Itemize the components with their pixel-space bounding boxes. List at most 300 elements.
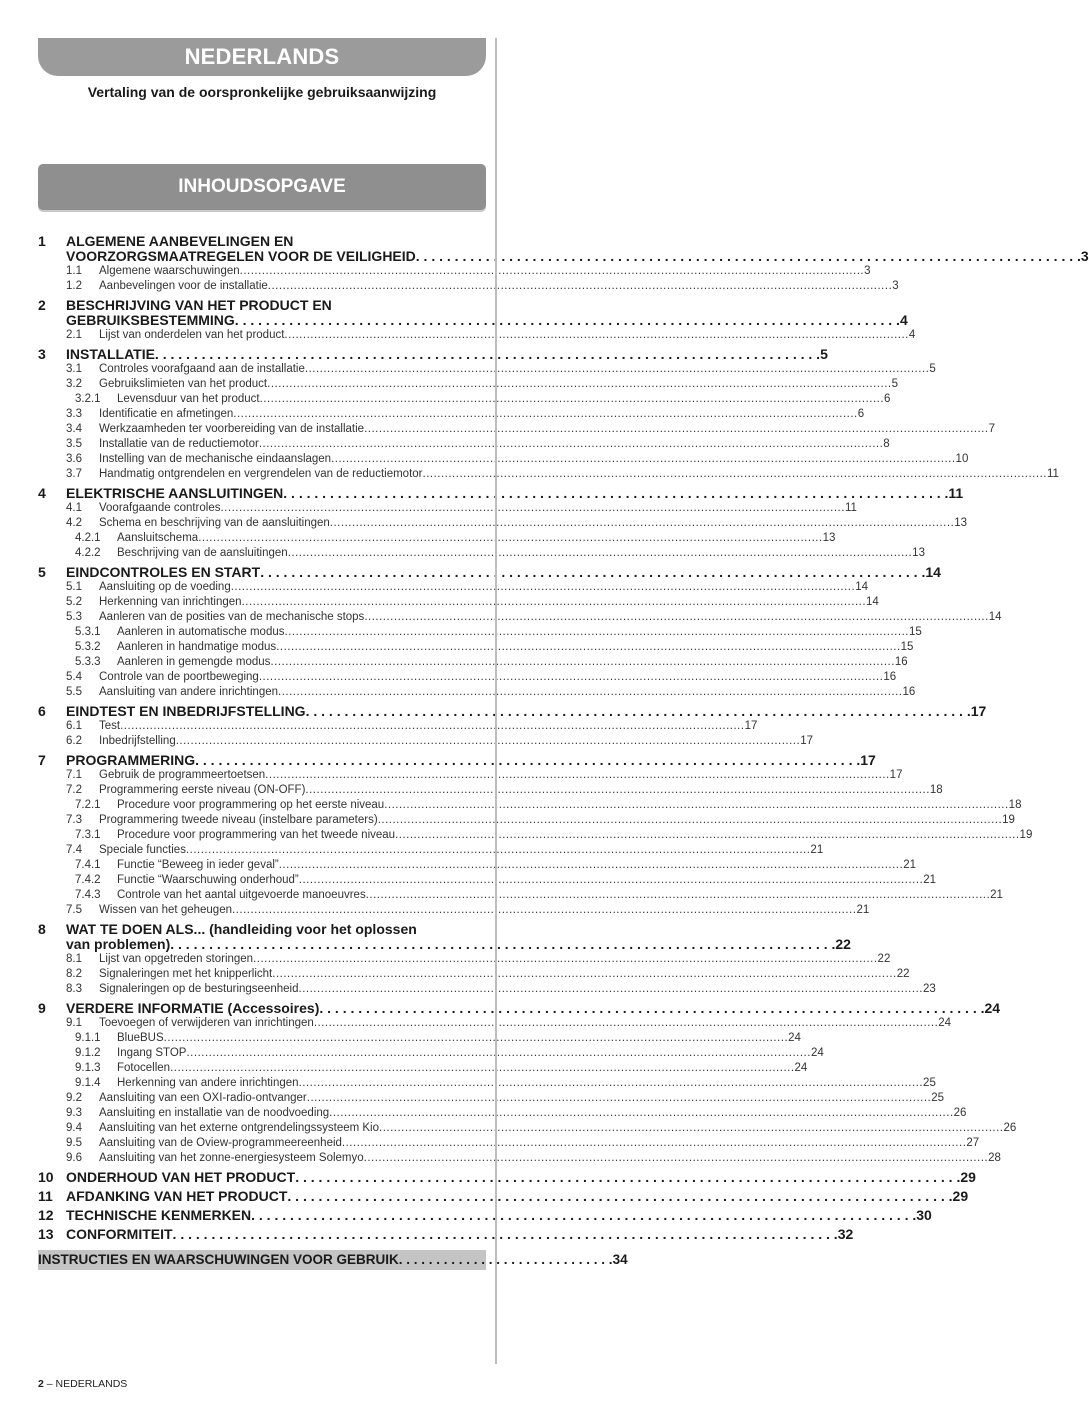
section-number: 4 [38, 485, 46, 501]
leader-dots [319, 1001, 984, 1016]
subsection-page-number: 21 [810, 844, 824, 856]
subsection-title: Ingang STOP [117, 1047, 187, 1059]
subsection-title: Fotocellen [117, 1062, 171, 1074]
subsection-entry [99, 843, 823, 858]
leader-dots [299, 1076, 923, 1091]
subsection-title: Aansluiting en installatie van de noodvoeding [99, 1107, 330, 1119]
subsection-page-number: 24 [938, 1017, 952, 1029]
toc-subsection[interactable] [38, 501, 857, 516]
subsection-number: 5.3.2 [75, 641, 101, 653]
subsection-title: Handmatig ontgrendelen en vergrendelen van de reductiemotor [99, 468, 423, 480]
subsection-page-number: 5 [891, 378, 898, 390]
subsection-page-number: 6 [857, 408, 865, 420]
toc-section [38, 346, 1059, 482]
section-title-text: INSTALLATIE [66, 346, 155, 362]
toc-subsection[interactable] [38, 843, 824, 858]
toc-subsection[interactable] [38, 1016, 952, 1031]
leader-dots [299, 982, 923, 997]
leader-dots [235, 313, 900, 328]
section-title [66, 1170, 976, 1185]
section-page-number: 17 [970, 703, 987, 719]
section-number: 10 [38, 1169, 54, 1185]
section-page-number: 29 [952, 1188, 969, 1204]
subsection-number: 9.6 [66, 1152, 82, 1164]
section-title-text: AFDANKING VAN HET PRODUCT [66, 1188, 288, 1204]
subsection-page-number: 16 [902, 686, 916, 698]
toc-subsection[interactable] [38, 1031, 801, 1046]
subsection-title: Beschrijving van de aansluitingen [117, 547, 288, 559]
section-title [66, 234, 1089, 264]
subsection-page-number: 21 [923, 874, 937, 886]
toc-subsection[interactable] [38, 858, 916, 873]
subsection-title: Controle van het aantal uitgevoerde manoeuvres [117, 889, 366, 901]
subsection-title: Inbedrijfstelling [99, 735, 176, 747]
toc-subsection[interactable] [38, 670, 897, 685]
section-title-line [66, 249, 1089, 264]
subsection-entry [117, 655, 908, 670]
toc-section-heading[interactable] [38, 1000, 1001, 1016]
toc-section [38, 297, 916, 343]
toc-section [38, 1188, 969, 1204]
subsection-page-number: 16 [894, 656, 908, 668]
section-title [66, 1001, 1000, 1016]
subsection-page-number: 25 [923, 1077, 936, 1089]
toc-subsection[interactable] [38, 625, 922, 640]
leader-dots [164, 1031, 788, 1046]
subsection-page-number: 17 [889, 769, 903, 781]
subsection-title: Gebruikslimieten van het product [99, 378, 268, 390]
subsection-page-number: 21 [990, 889, 1003, 901]
subsection-entry [99, 685, 915, 700]
subsection-page-number: 21 [856, 904, 870, 916]
toc-subsection[interactable] [38, 967, 910, 982]
section-title [66, 565, 941, 580]
toc-section [38, 1226, 854, 1242]
toc-subsection[interactable] [38, 407, 865, 422]
section-page-number: 30 [916, 1207, 932, 1223]
subsection-number: 5.2 [66, 596, 82, 608]
subsection-number: 9.5 [66, 1137, 82, 1149]
toc-subsection[interactable] [38, 640, 914, 655]
leader-dots [305, 783, 929, 798]
toc-subsection[interactable] [38, 392, 891, 407]
leader-dots [285, 625, 909, 640]
subsection-page-number: 13 [822, 532, 836, 544]
subsection-number: 5.3.1 [75, 626, 101, 638]
leader-dots [306, 704, 971, 719]
subsection-page-number: 28 [988, 1152, 1001, 1164]
subsection-number: 3.3 [66, 408, 82, 420]
subsection-title: Aanleren in gemengde modus [117, 656, 271, 668]
leader-dots [270, 655, 894, 670]
toc-subsection[interactable] [38, 655, 908, 670]
leader-dots [299, 873, 923, 888]
subsection-number: 4.2 [66, 517, 82, 529]
subsection-page-number: 14 [988, 611, 1002, 623]
toc-section-heading[interactable] [38, 485, 964, 501]
leader-dots [342, 1136, 966, 1151]
footer-label: NEDERLANDS [55, 1378, 128, 1390]
leader-dots [364, 1151, 988, 1166]
leader-dots [260, 565, 925, 580]
section-title-line [66, 937, 851, 952]
toc-subsection[interactable] [38, 1136, 980, 1151]
leader-dots [305, 362, 929, 377]
toc-subsection[interactable] [38, 828, 1033, 843]
subsection-page-number: 5 [929, 363, 936, 375]
toc-subsection[interactable] [38, 279, 899, 294]
footer-separator: – [43, 1378, 56, 1390]
toc-section [38, 233, 1089, 294]
subsection-number: 9.1 [66, 1017, 82, 1029]
subsection-entry [117, 1031, 801, 1046]
toc-section-heading[interactable] [38, 752, 876, 768]
section-title [66, 922, 851, 952]
subsection-title: Aansluiting van het zonne-energiesysteem Solemyo [99, 1152, 364, 1164]
instructions-page-number: 34 [612, 1252, 628, 1267]
leader-dots [378, 813, 1002, 828]
toc-subsection[interactable] [38, 783, 943, 798]
toc-section [38, 1000, 1017, 1166]
subsection-number: 8.1 [66, 953, 82, 965]
toc-subsection[interactable] [38, 798, 1022, 813]
leader-dots [331, 452, 955, 467]
section-title [66, 1189, 968, 1204]
section-number: 2 [38, 297, 46, 313]
page-number: 2 [38, 1378, 44, 1390]
subsection-number: 7.3 [66, 814, 82, 826]
subsection-page-number: 15 [908, 626, 922, 638]
subsection-number: 9.4 [66, 1122, 82, 1134]
subsection-number: 7.2 [66, 784, 82, 796]
subsection-entry [99, 768, 902, 783]
leader-dots [423, 467, 1047, 482]
subsection-entry [99, 467, 1059, 482]
subsection-page-number: 26 [1003, 1122, 1017, 1134]
toc-section-heading[interactable] [38, 921, 851, 952]
section-title-text: PROGRAMMERING [66, 752, 196, 768]
subsection-number: 7.4.2 [75, 874, 101, 886]
section-title-text: EINDTEST EN INBEDRIJFSTELLING [66, 703, 306, 719]
subsection-entry [117, 828, 1032, 843]
toc-subsection[interactable] [38, 1061, 808, 1076]
language-header [38, 38, 486, 76]
section-page-number: 4 [899, 312, 908, 328]
section-title-line [66, 1208, 932, 1223]
toc-subsection[interactable] [38, 437, 890, 452]
toc-section-heading[interactable] [38, 346, 828, 362]
subsection-number: 2.1 [66, 329, 82, 341]
subsection-page-number: 13 [954, 517, 968, 529]
subsection-number: 7.4.1 [75, 859, 101, 871]
subsection-number: 8.3 [66, 983, 82, 995]
subsection-page-number: 3 [864, 265, 871, 277]
toc-subsection[interactable] [38, 264, 871, 279]
toc-subsection[interactable] [38, 873, 937, 888]
section-number: 6 [38, 703, 46, 719]
subsection-entry [99, 264, 871, 279]
subsection-number: 3.6 [66, 453, 82, 465]
toc-section-heading[interactable] [38, 1169, 976, 1185]
subsection-title: Functie “Waarschuwing onderhoud” [117, 874, 299, 886]
subsection-page-number: 23 [922, 983, 936, 995]
section-title-line [66, 1170, 976, 1185]
subsection-title: Voorafgaande controles [99, 502, 221, 514]
subsection-title: Lijst van onderdelen van het product [99, 329, 285, 341]
subsection-number: 5.3 [66, 611, 82, 623]
toc-subsection[interactable] [38, 580, 868, 595]
leader-dots [155, 347, 820, 362]
subsection-title: Programmering tweede niveau (instelbare parameters) [99, 814, 378, 826]
subsection-entry [99, 1121, 1016, 1136]
toc-subsection[interactable] [38, 452, 969, 467]
section-title [66, 704, 986, 719]
leader-dots [233, 407, 857, 422]
subsection-title: Toevoegen of verwijderen van inrichtingen [99, 1017, 314, 1029]
left-column [38, 38, 1089, 1267]
subsection-page-number: 25 [931, 1092, 945, 1104]
subsection-entry [99, 610, 1002, 625]
leader-dots [276, 640, 900, 655]
toc-section-heading[interactable] [38, 703, 987, 719]
subsection-number: 7.2.1 [75, 799, 101, 811]
section-title-line [66, 1001, 1000, 1016]
leader-dots [267, 377, 891, 392]
subsection-title: Wissen van het geheugen [99, 904, 232, 916]
section-title-line [66, 565, 941, 580]
subsection-entry [117, 392, 890, 407]
leader-dots [170, 937, 835, 952]
instructions-title: INSTRUCTIES EN WAARSCHUWINGEN VOOR GEBRUIK [38, 1252, 399, 1267]
toc-subsection[interactable] [38, 1091, 945, 1106]
leader-dots [329, 1106, 953, 1121]
toc-subsection[interactable] [38, 719, 758, 734]
toc-subsection[interactable] [38, 610, 1002, 625]
section-title-text: EINDCONTROLES EN START [66, 564, 261, 580]
subsection-entry [99, 1136, 979, 1151]
section-title-line [66, 347, 828, 362]
section-title-line [66, 298, 908, 313]
toc-subsection[interactable] [38, 328, 916, 343]
subsection-entry [117, 1076, 936, 1091]
subsection-entry [99, 813, 1015, 828]
subsection-title: Aanleren in handmatige modus [117, 641, 277, 653]
toc-subsection[interactable] [38, 1076, 936, 1091]
section-title-line [66, 313, 908, 328]
subsection-number: 7.3.1 [75, 829, 101, 841]
toc-section [38, 703, 987, 749]
subsection-entry [99, 362, 936, 377]
toc-section-heading[interactable] [38, 1188, 969, 1204]
section-title-text: TECHNISCHE KENMERKEN [66, 1207, 252, 1223]
toc-section-heading[interactable] [38, 564, 941, 580]
section-page-number: 17 [860, 752, 876, 768]
subsection-page-number: 6 [884, 393, 891, 405]
toc-subsection[interactable] [38, 768, 903, 783]
subsection-number: 4.2.1 [75, 532, 101, 544]
leader-dots [170, 1061, 794, 1076]
leader-dots [265, 768, 889, 783]
toc-subsection[interactable] [38, 1151, 1001, 1166]
subsection-number: 5.3.3 [75, 656, 101, 668]
subsection-title: Aansluiting van het externe ontgrendelingssysteem Kio [99, 1122, 380, 1134]
toc-subsection[interactable] [38, 903, 870, 918]
toc-subsection[interactable] [38, 685, 916, 700]
section-title-text: WAT TE DOEN ALS... (handleiding voor het oplossen [66, 921, 417, 937]
subsection-number: 9.3 [66, 1107, 82, 1119]
subsection-entry [117, 546, 925, 561]
subsection-title: Test [99, 720, 121, 732]
leader-dots [240, 264, 864, 279]
toc-subsection[interactable] [38, 467, 1059, 482]
leader-dots [364, 610, 988, 625]
toc-section [38, 485, 968, 561]
leader-dots [231, 580, 855, 595]
subsection-page-number: 17 [744, 720, 758, 732]
toc-subsection[interactable] [38, 422, 995, 437]
subsection-number: 3.2.1 [75, 393, 101, 405]
subsection-title: Algemene waarschuwingen [99, 265, 240, 277]
subsection-title: Schema en beschrijving van de aansluitingen [99, 517, 330, 529]
subsection-number: 6.1 [66, 720, 82, 732]
toc-subsection[interactable] [38, 516, 968, 531]
toc-subsection[interactable] [38, 1046, 824, 1061]
subsection-page-number: 21 [903, 859, 916, 871]
leader-dots [287, 1189, 952, 1204]
subsection-entry [117, 625, 922, 640]
instructions-entry[interactable] [38, 1250, 628, 1270]
toc-section [38, 1169, 976, 1185]
subsection-entry [99, 580, 868, 595]
subsection-page-number: 15 [900, 641, 914, 653]
subsection-title: Procedure voor programmering op het eerste niveau [117, 799, 385, 811]
toc-section-heading[interactable] [38, 1226, 854, 1242]
toc-subsection[interactable] [38, 1121, 1017, 1136]
subsection-title: Speciale functies [99, 844, 186, 856]
subsection-entry [99, 407, 864, 422]
leader-dots [268, 279, 892, 294]
subsection-entry [99, 595, 879, 610]
subsection-entry [99, 279, 899, 294]
table-of-contents [38, 233, 1089, 1270]
subsection-number: 9.1.3 [75, 1062, 101, 1074]
subsection-title: Aansluiting van de Oview-programmeereenheid [99, 1137, 342, 1149]
section-number: 8 [38, 921, 46, 937]
subsection-title: Aansluitschema [117, 532, 199, 544]
section-title-text: GEBRUIKSBESTEMMING [66, 312, 235, 328]
toc-subsection[interactable] [38, 362, 936, 377]
section-page-number: 11 [948, 485, 964, 501]
section-title-line [66, 486, 963, 501]
subsection-entry [117, 640, 913, 655]
leader-dots [173, 1227, 838, 1242]
subsection-entry [99, 982, 936, 997]
subsection-page-number: 18 [1008, 799, 1022, 811]
subsection-entry [117, 1046, 824, 1061]
subsection-number: 7.1 [66, 769, 82, 781]
section-title [66, 298, 908, 328]
toc-subsection[interactable] [38, 952, 891, 967]
subsection-number: 9.1.4 [75, 1077, 101, 1089]
subsection-entry [99, 719, 757, 734]
toc-section [38, 921, 936, 997]
section-number: 1 [38, 233, 46, 249]
subsection-title: Aanleren in automatische modus [117, 626, 285, 638]
subsection-number: 3.2 [66, 378, 82, 390]
toc-subsection[interactable] [38, 595, 879, 610]
section-title [66, 1227, 853, 1242]
section-title-text: VOORZORGSMAATREGELEN VOOR DE VEILIGHEID [66, 248, 416, 264]
subsection-entry [99, 783, 943, 798]
toc-subsection[interactable] [38, 531, 836, 546]
toc-subsection[interactable] [38, 734, 813, 749]
subsection-number: 1.1 [66, 265, 82, 277]
leader-dots [220, 501, 844, 516]
toc-subsection[interactable] [38, 1106, 967, 1121]
leader-dots [232, 903, 856, 918]
leader-dots [176, 734, 800, 749]
subsection-page-number: 24 [788, 1032, 801, 1044]
toc-subsection[interactable] [38, 888, 1003, 903]
leader-dots [379, 1121, 1003, 1136]
section-page-number: 32 [837, 1226, 854, 1242]
subsection-title: Instelling van de mechanische eindaanslagen [99, 453, 332, 465]
subsection-page-number: 19 [1019, 829, 1033, 841]
subsection-entry [99, 516, 967, 531]
toc-subsection[interactable] [38, 813, 1015, 828]
subsection-number: 6.2 [66, 735, 82, 747]
toc-title: INHOUDSOPGAVE [178, 176, 346, 197]
subsection-entry [99, 328, 915, 343]
section-number: 12 [38, 1207, 54, 1223]
section-number: 5 [38, 564, 46, 580]
subsection-title: Signaleringen op de besturingseenheid [99, 983, 299, 995]
section-page-number: 14 [925, 564, 941, 580]
toc-section-heading[interactable] [38, 297, 908, 328]
section-title [66, 1208, 932, 1223]
subsection-number: 5.5 [66, 686, 82, 698]
leader-dots [295, 1170, 960, 1185]
subsection-entry [99, 903, 869, 918]
subsection-number: 9.1.2 [75, 1047, 101, 1059]
subsection-title: Controle van de poortbeweging [99, 671, 259, 683]
subsection-number: 4.2.2 [75, 547, 101, 559]
toc-subsection[interactable] [38, 546, 925, 561]
toc-subsection[interactable] [38, 982, 936, 997]
subsection-page-number: 10 [955, 453, 969, 465]
subsection-title: Aanleren van de posities van de mechanische stops [99, 611, 365, 623]
subsection-number: 9.1.1 [75, 1032, 101, 1044]
subsection-page-number: 4 [908, 329, 916, 341]
subsection-entry [99, 422, 995, 437]
document-subtitle: Vertaling van de oorspronkelijke gebruiksaanwijzing [87, 84, 437, 100]
toc-subsection[interactable] [38, 377, 898, 392]
leader-dots [307, 1091, 931, 1106]
subsection-page-number: 16 [883, 671, 897, 683]
section-title-line [66, 1227, 853, 1242]
leader-dots [384, 798, 1008, 813]
leader-dots [416, 249, 1081, 264]
subsection-number: 7.5 [66, 904, 82, 916]
column-divider [495, 38, 497, 1364]
section-title-line [66, 922, 851, 937]
section-title [66, 347, 828, 362]
subsection-number: 8.2 [66, 968, 82, 980]
subsection-page-number: 24 [810, 1047, 824, 1059]
toc-section-heading[interactable] [38, 233, 1089, 264]
toc-section-heading[interactable] [38, 1207, 932, 1223]
subsection-entry [117, 888, 1003, 903]
